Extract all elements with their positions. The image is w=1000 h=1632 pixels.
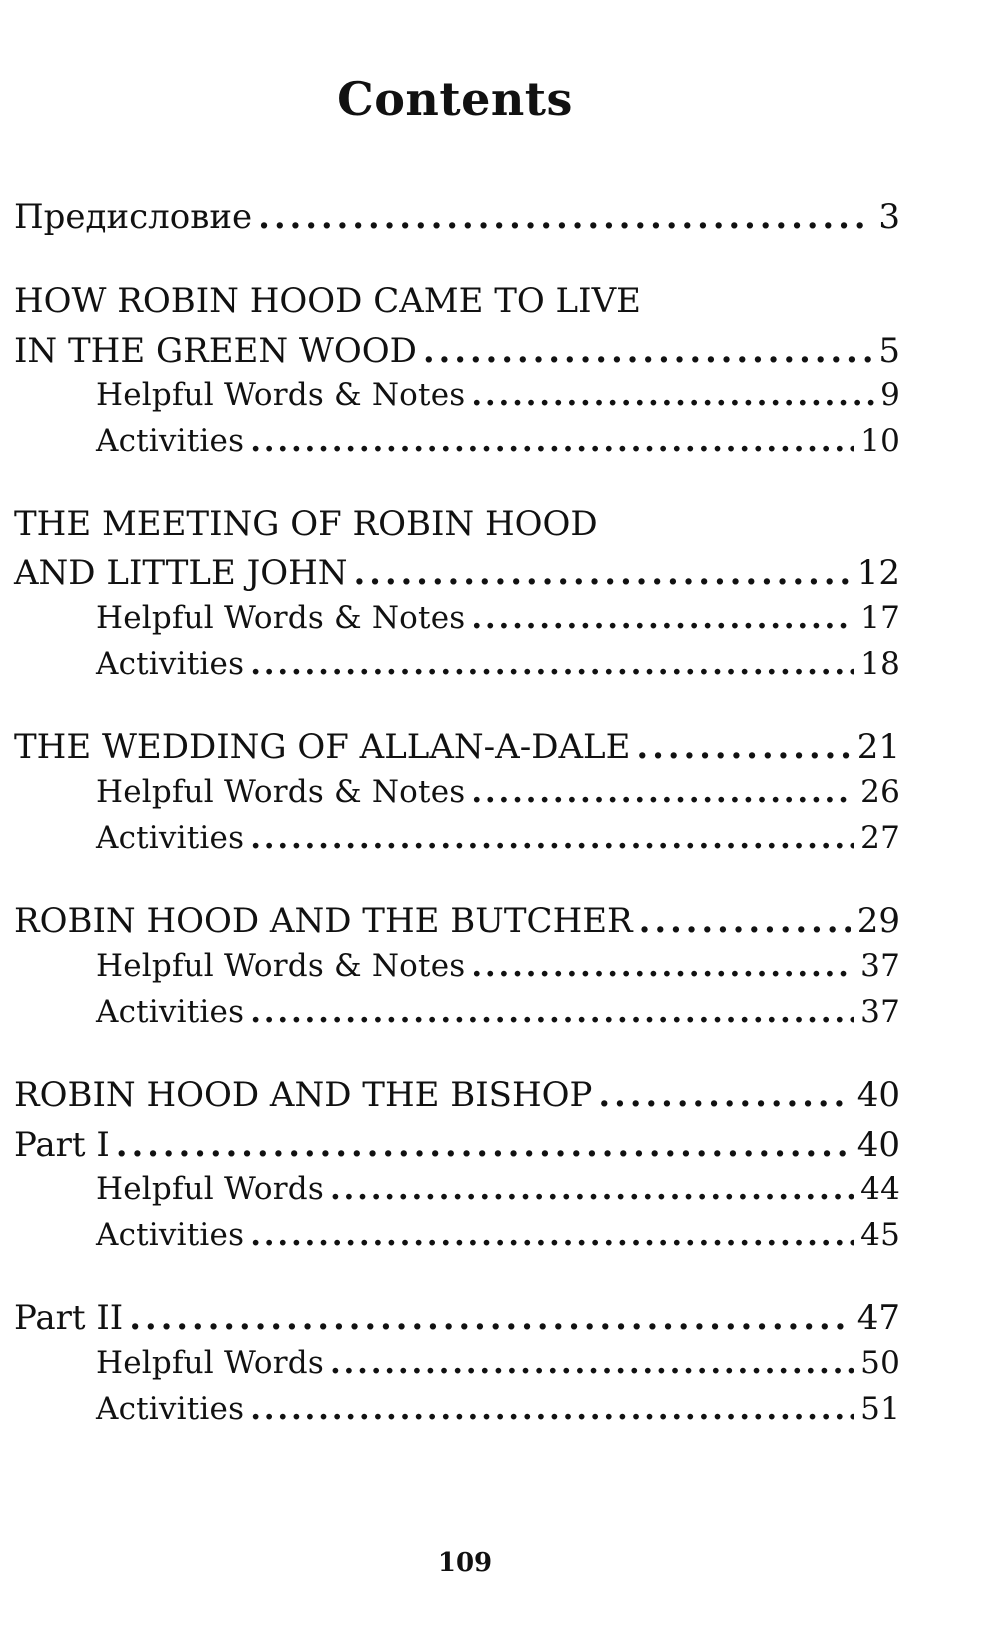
toc-entry-title: Activities (96, 423, 245, 459)
toc-subentry[interactable] (96, 1391, 900, 1427)
dot-leader (250, 1394, 854, 1425)
dot-leader (471, 380, 874, 411)
toc-entry-title: IN THE GREEN WOOD (14, 331, 417, 371)
toc-section-heading[interactable] (14, 504, 598, 544)
toc-subentry[interactable] (96, 423, 900, 459)
toc-entry-title: THE MEETING OF ROBIN HOOD (14, 504, 598, 544)
toc-entry-title: ROBIN HOOD AND THE BUTCHER (14, 901, 633, 941)
page-number: 109 (437, 1548, 493, 1578)
dot-leader (129, 1301, 851, 1335)
toc-entry-page: 44 (860, 1171, 900, 1207)
toc-entry-page: 50 (860, 1345, 900, 1381)
toc-subentry[interactable] (96, 994, 900, 1030)
toc-entry-page: 40 (856, 1075, 900, 1115)
dot-leader (636, 730, 850, 764)
toc-subentry[interactable] (96, 1345, 900, 1381)
toc-entry-page: 12 (856, 553, 900, 593)
toc-entry-page: 17 (860, 600, 900, 636)
dot-leader (116, 1128, 851, 1162)
dot-leader (250, 1220, 854, 1251)
toc-part-entry[interactable] (14, 1125, 900, 1165)
toc-entry-page: 40 (856, 1125, 900, 1165)
toc-section-entry[interactable] (14, 901, 900, 941)
dot-leader (258, 200, 872, 234)
toc-entry-title: Part I (14, 1125, 110, 1165)
toc-subentry[interactable] (96, 774, 900, 810)
dot-leader (471, 603, 854, 634)
toc-section-entry[interactable] (14, 727, 900, 767)
toc-entry-page: 10 (860, 423, 900, 459)
toc-entry-title: ROBIN HOOD AND THE BISHOP (14, 1075, 593, 1115)
toc-entry-page: 18 (860, 646, 900, 682)
toc-subentry[interactable] (96, 600, 900, 636)
toc-section-entry[interactable] (14, 1075, 900, 1115)
dot-leader (639, 904, 851, 938)
toc-entry-title: THE WEDDING OF ALLAN-A-DALE (14, 727, 631, 767)
toc-entry-page: 9 (880, 377, 900, 413)
toc-entry-page: 5 (878, 331, 900, 371)
toc-entry-page: 26 (860, 774, 900, 810)
dot-leader (471, 777, 854, 808)
toc-entry-page: 45 (860, 1217, 900, 1253)
toc-subentry[interactable] (96, 820, 900, 856)
toc-entry-title: Activities (96, 1391, 245, 1427)
toc-entry-page: 27 (860, 820, 900, 856)
toc-entry-title: Предисловие (14, 197, 253, 237)
toc-section-entry[interactable] (14, 331, 900, 371)
toc-entry-page: 37 (860, 948, 900, 984)
dot-leader (250, 997, 854, 1028)
toc-entry-title: AND LITTLE JOHN (14, 553, 348, 593)
dot-leader (471, 951, 854, 982)
dot-leader (250, 426, 854, 457)
toc-entry-title: Helpful Words (96, 1345, 324, 1381)
dot-leader (250, 823, 854, 854)
toc-entry-page: 29 (856, 901, 900, 941)
toc-entry-title: Helpful Words & Notes (96, 600, 466, 636)
toc-entry-page: 21 (856, 727, 900, 767)
dot-leader (423, 334, 873, 368)
dot-leader (598, 1078, 850, 1112)
toc-entry-title: Helpful Words (96, 1171, 324, 1207)
dot-leader (330, 1174, 854, 1205)
toc-subentry[interactable] (96, 948, 900, 984)
toc-entry-title: Activities (96, 646, 245, 682)
toc-entry-page: 51 (860, 1391, 900, 1427)
toc-entry-title: Helpful Words & Notes (96, 377, 466, 413)
toc-subentry[interactable] (96, 1217, 900, 1253)
toc-subentry[interactable] (96, 646, 900, 682)
dot-leader (330, 1348, 854, 1379)
toc-entry-preface[interactable] (14, 197, 900, 237)
toc-entry-title: Activities (96, 820, 245, 856)
toc-section-heading[interactable] (14, 281, 641, 321)
toc-part-entry[interactable] (14, 1298, 900, 1338)
toc-entry-title: Helpful Words & Notes (96, 774, 466, 810)
toc-entry-page: 47 (856, 1298, 900, 1338)
dot-leader (353, 556, 850, 590)
toc-entry-page: 37 (860, 994, 900, 1030)
toc-entry-title: Activities (96, 994, 245, 1030)
page-title: Contents (337, 72, 573, 126)
toc-subentry[interactable] (96, 1171, 900, 1207)
toc-entry-title: HOW ROBIN HOOD CAME TO LIVE (14, 281, 641, 321)
toc-entry-title: Helpful Words & Notes (96, 948, 466, 984)
toc-entry-title: Activities (96, 1217, 245, 1253)
toc-entry-title: Part II (14, 1298, 124, 1338)
toc-subentry[interactable] (96, 377, 900, 413)
toc-section-entry[interactable] (14, 553, 900, 593)
dot-leader (250, 649, 854, 680)
toc-entry-page: 3 (878, 197, 900, 237)
